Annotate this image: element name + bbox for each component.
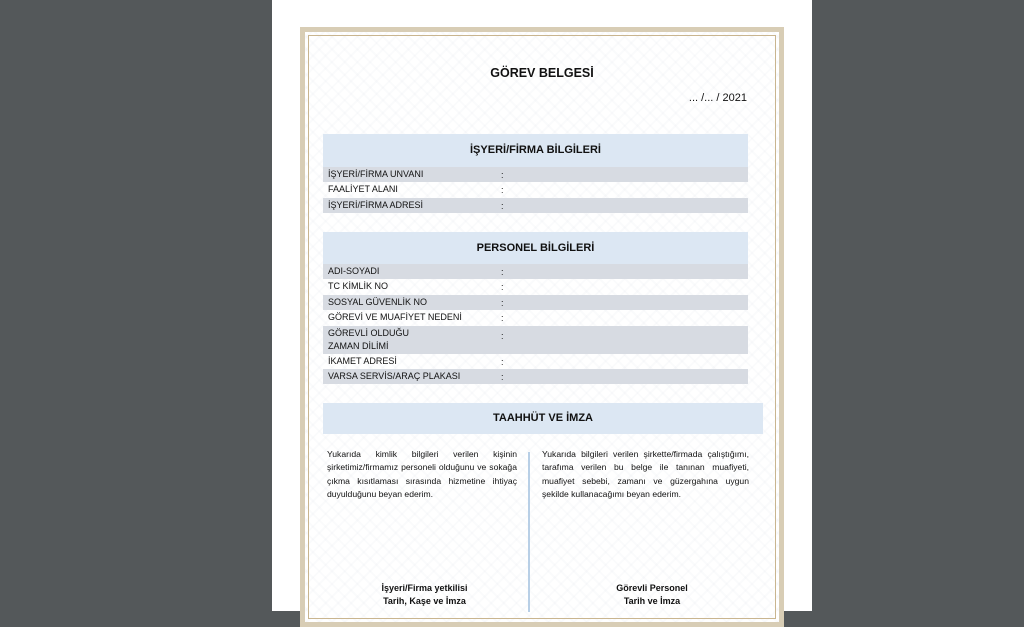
row-colon: :	[501, 185, 504, 195]
row-label: İKAMET ADRESİ	[328, 356, 397, 366]
row-colon: :	[501, 298, 504, 308]
document-page	[272, 0, 812, 611]
row-colon: :	[501, 282, 504, 292]
document-date: ... /... / 2021	[688, 92, 747, 104]
row-label-line1: GÖREVLİ OLDUĞU	[328, 328, 410, 338]
row-label-line2: ZAMAN DİLİMİ	[328, 341, 389, 351]
personnel-section-title: PERSONEL BİLGİLERİ	[476, 242, 595, 254]
employer-declaration-text: Yukarıda kimlik bilgileri verilen kişinin şirketimiz/firmamız personeli olduğunu ve sokağa çıkma kısıtlaması sırasında hizmetine ihtiyaç duyulduğunu beyan ederim.	[327, 449, 517, 500]
row-label: SOSYAL GÜVENLİK NO	[328, 297, 428, 307]
row-label	[328, 327, 409, 353]
personnel-row-vehicle-plate	[323, 369, 748, 384]
employer-signature-block	[337, 582, 512, 608]
employer-signer-title: İşyeri/Firma yetkilisi	[381, 583, 468, 593]
employee-signer-instructions: Tarih ve İmza	[623, 596, 681, 606]
personnel-row-address	[323, 354, 748, 369]
row-colon: :	[501, 357, 504, 367]
row-colon: :	[501, 170, 504, 180]
personnel-row-name	[323, 264, 748, 279]
commitment-section-title: TAAHHÜT VE İMZA	[492, 412, 593, 424]
row-colon: :	[501, 201, 504, 211]
row-colon: :	[501, 331, 504, 341]
commitment-section-header	[323, 403, 763, 434]
personnel-row-tc-no	[323, 279, 748, 295]
row-label: İŞYERİ/FİRMA ADRESİ	[328, 200, 424, 210]
row-label: FAALİYET ALANI	[328, 184, 398, 194]
personnel-section-header	[323, 232, 748, 264]
personnel-row-duty	[323, 310, 748, 326]
row-colon: :	[501, 267, 504, 277]
document-title: GÖREV BELGESİ	[490, 66, 594, 80]
row-colon: :	[501, 372, 504, 382]
row-label: VARSA SERVİS/ARAÇ PLAKASI	[328, 371, 461, 381]
employee-signature-block	[562, 582, 742, 608]
firm-section-header	[323, 134, 748, 167]
employer-signer-instructions: Tarih, Kaşe ve İmza	[383, 596, 466, 606]
firm-row-title	[323, 167, 748, 182]
personnel-row-sgk-no	[323, 295, 748, 310]
row-label: İŞYERİ/FİRMA UNVANI	[328, 169, 424, 179]
firm-section-title: İŞYERİ/FİRMA BİLGİLERİ	[470, 144, 601, 156]
employee-signer-title: Görevli Personel	[616, 583, 688, 593]
firm-row-address	[323, 198, 748, 213]
row-label: ADI-SOYADI	[328, 266, 380, 276]
personnel-row-time-slot	[323, 326, 748, 354]
row-colon: :	[501, 313, 504, 323]
firm-row-activity	[323, 182, 748, 198]
employee-declaration-text: Yukarıda bilgileri verilen şirkette/firmada çalıştığımı, tarafıma verilen bu belge ile tanınan muafiyeti, muafiyet sebebi, zamanı ve güzergahına uygun şekilde kullanacağımı beyan ederim.	[542, 449, 749, 500]
column-divider	[528, 452, 530, 612]
row-label: GÖREVİ VE MUAFİYET NEDENİ	[328, 312, 462, 322]
row-label: TC KİMLİK NO	[328, 281, 389, 291]
